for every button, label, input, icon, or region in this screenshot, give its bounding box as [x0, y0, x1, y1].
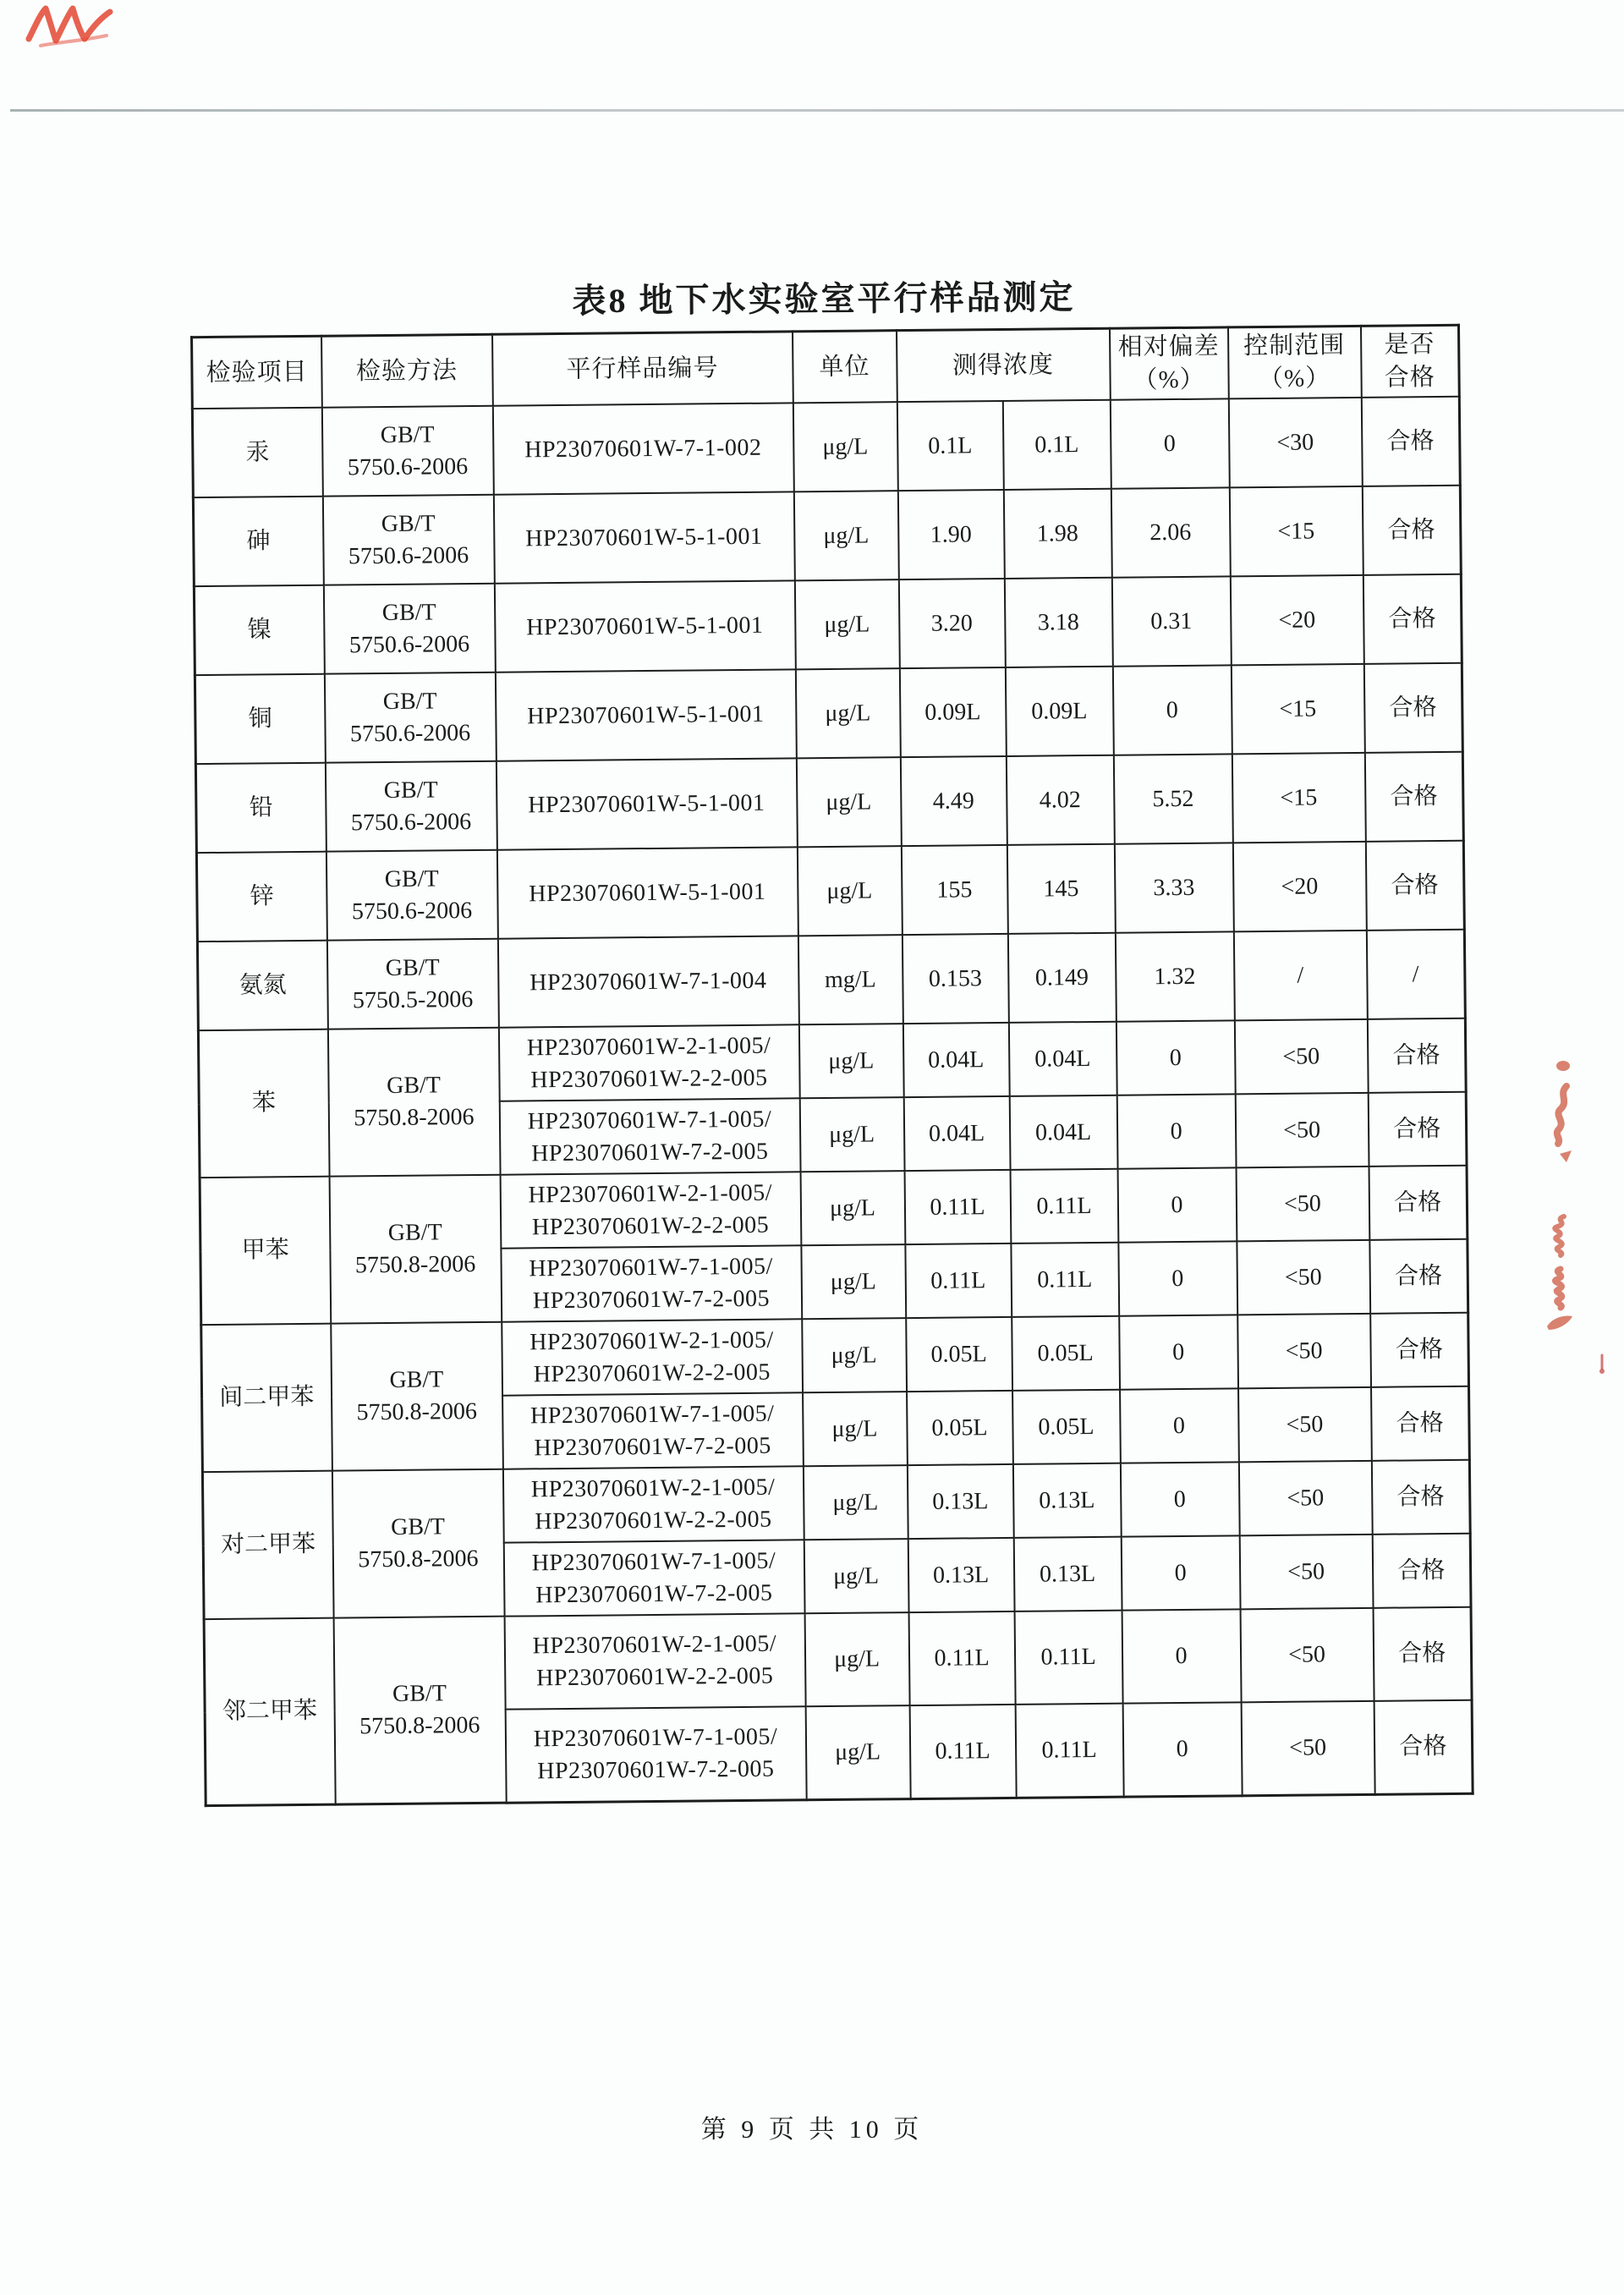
cell-deviation: 0: [1112, 666, 1232, 755]
cell-measured-1: 0.1L: [897, 401, 1003, 491]
cell-measured-1: 0.11L: [909, 1705, 1016, 1798]
cell-qualified: 合格: [1364, 752, 1463, 842]
cell-deviation: 2.06: [1111, 488, 1230, 578]
cell-measured-2: 0.05L: [1012, 1390, 1121, 1464]
cell-qualified: 合格: [1372, 1534, 1471, 1608]
cell-measured-2: 145: [1007, 844, 1115, 934]
cell-measured-2: 1.98: [1003, 489, 1111, 579]
cell-measured-2: 0.13L: [1013, 1537, 1122, 1611]
cell-sample-id: HP23070601W-7-1-004: [497, 936, 798, 1028]
cell-control-range: <50: [1237, 1314, 1371, 1389]
cell-qualified: 合格: [1370, 1313, 1469, 1387]
cell-test-item: 苯: [198, 1029, 329, 1178]
table-row: [200, 1166, 1468, 1251]
cell-measured-1: 0.11L: [908, 1611, 1015, 1705]
cell-qualified: 合格: [1369, 1239, 1468, 1314]
cell-deviation: 0: [1119, 1315, 1238, 1390]
cell-unit: μg/L: [803, 1392, 908, 1466]
cell-unit: μg/L: [804, 1612, 909, 1706]
cell-control-range: <15: [1229, 486, 1363, 577]
cell-sample-id: HP23070601W-2-1-005/ HP23070601W-2-2-005: [504, 1614, 805, 1710]
cell-unit: μg/L: [797, 846, 902, 936]
cell-measured-1: 0.05L: [906, 1317, 1012, 1392]
cell-sample-id: HP23070601W-2-1-005/ HP23070601W-2-2-005: [502, 1320, 803, 1396]
table-row: [202, 1460, 1470, 1546]
cell-qualified: 合格: [1371, 1460, 1470, 1535]
parallel-samples-table: [190, 324, 1474, 1807]
cell-deviation: 0: [1110, 399, 1229, 489]
cell-control-range: <50: [1237, 1240, 1370, 1315]
cell-sample-id: HP23070601W-7-1-005/ HP23070601W-7-2-005: [505, 1707, 806, 1803]
cell-test-item: 镍: [194, 585, 324, 675]
cell-measured-1: 0.04L: [903, 1023, 1009, 1097]
cell-test-item: 对二甲苯: [202, 1471, 333, 1619]
cell-unit: mg/L: [798, 935, 903, 1024]
table-row: [195, 663, 1462, 764]
page-title: 表8 地下水实验室平行样品测定: [572, 277, 1076, 321]
cell-test-item: 砷: [193, 497, 323, 586]
cell-test-method: GB/T 5750.6-2006: [326, 850, 497, 941]
cell-control-range: <50: [1236, 1167, 1369, 1242]
cell-deviation: 5.52: [1113, 755, 1232, 844]
cell-unit: μg/L: [801, 1244, 906, 1319]
cell-qualified: 合格: [1365, 841, 1464, 931]
cell-test-item: 间二甲苯: [201, 1324, 332, 1472]
header-control-range: 控制范围 （%）: [1228, 326, 1362, 398]
cell-qualified: 合格: [1361, 397, 1460, 486]
cell-qualified: 合格: [1367, 1018, 1466, 1093]
cell-deviation: 3.33: [1114, 843, 1233, 933]
cell-measured-1: 0.04L: [903, 1096, 1010, 1171]
cell-measured-2: 0.04L: [1009, 1095, 1117, 1170]
cell-control-range: /: [1233, 931, 1367, 1021]
cell-measured-2: 3.18: [1004, 578, 1112, 667]
red-ink-dot-right-icon: [1595, 1353, 1609, 1375]
cell-sample-id: HP23070601W-7-1-005/ HP23070601W-7-2-005: [503, 1540, 804, 1617]
cell-test-item: 铜: [195, 674, 325, 764]
cell-control-range: <50: [1238, 1461, 1372, 1536]
cell-deviation: 0: [1120, 1389, 1239, 1463]
cell-unit: μg/L: [802, 1318, 907, 1392]
cell-deviation: 0: [1122, 1610, 1241, 1704]
cell-qualified: 合格: [1368, 1092, 1467, 1167]
cell-deviation: 0: [1117, 1168, 1237, 1243]
cell-measured-1: 1.90: [897, 490, 1004, 579]
header-sample-id: 平行样品编号: [492, 332, 793, 406]
cell-test-item: 氨氮: [197, 941, 327, 1030]
cell-unit: μg/L: [796, 757, 901, 847]
cell-qualified: 合格: [1374, 1700, 1473, 1794]
cell-measured-2: 0.1L: [1002, 400, 1111, 490]
cell-sample-id: HP23070601W-5-1-001: [495, 670, 796, 761]
cell-test-method: GB/T 5750.8-2006: [327, 1028, 500, 1177]
cell-control-range: <15: [1232, 753, 1365, 843]
cell-measured-2: 0.04L: [1008, 1022, 1116, 1096]
cell-measured-2: 0.11L: [1015, 1704, 1123, 1798]
cell-test-method: GB/T 5750.8-2006: [332, 1469, 504, 1618]
cell-measured-1: 0.09L: [899, 667, 1006, 757]
table-wrap: [190, 324, 1472, 1807]
cell-test-method: GB/T 5750.8-2006: [333, 1617, 506, 1804]
cell-measured-2: 0.149: [1007, 933, 1116, 1023]
cell-test-item: 邻二甲苯: [204, 1618, 335, 1805]
cell-qualified: /: [1366, 930, 1465, 1019]
cell-test-method: GB/T 5750.6-2006: [321, 406, 493, 497]
cell-measured-2: 0.13L: [1012, 1463, 1121, 1538]
cell-sample-id: HP23070601W-5-1-001: [496, 759, 797, 850]
cell-sample-id: HP23070601W-7-1-005/ HP23070601W-7-2-005: [499, 1099, 800, 1175]
table-row: [204, 1607, 1472, 1712]
cell-control-range: <50: [1241, 1701, 1374, 1796]
cell-control-range: <20: [1232, 842, 1366, 932]
cell-deviation: 0: [1116, 1021, 1235, 1095]
cell-measured-1: 0.11L: [905, 1244, 1012, 1318]
red-ink-mark-right-upper-icon: [1538, 1057, 1582, 1172]
cell-deviation: 1.32: [1115, 932, 1234, 1022]
cell-unit: μg/L: [793, 402, 897, 491]
cell-measured-1: 0.13L: [907, 1464, 1013, 1539]
table-row: [195, 752, 1463, 853]
cell-measured-1: 155: [901, 845, 1007, 935]
cell-measured-1: 0.11L: [904, 1170, 1011, 1244]
cell-qualified: 合格: [1363, 663, 1462, 753]
cell-test-method: GB/T 5750.6-2006: [324, 673, 496, 763]
red-pen-mark-top-left-icon: [24, 2, 125, 54]
cell-measured-1: 0.153: [902, 934, 1008, 1024]
cell-sample-id: HP23070601W-5-1-001: [497, 848, 798, 939]
cell-control-range: <30: [1228, 398, 1362, 488]
cell-measured-1: 0.05L: [907, 1391, 1013, 1465]
cell-unit: μg/L: [800, 1171, 905, 1245]
cell-sample-id: HP23070601W-7-1-005/ HP23070601W-7-2-005: [501, 1246, 802, 1322]
cell-test-method: GB/T 5750.6-2006: [322, 495, 494, 585]
cell-test-item: 铅: [195, 763, 326, 853]
cell-measured-1: 4.49: [900, 756, 1007, 846]
table-row: [193, 486, 1461, 586]
table-row: [201, 1313, 1469, 1398]
cell-sample-id: HP23070601W-7-1-002: [492, 404, 793, 495]
page-footer: 第 9 页 共 10 页: [700, 2116, 924, 2144]
cell-test-method: GB/T 5750.8-2006: [331, 1322, 503, 1471]
cell-unit: μg/L: [798, 1024, 903, 1098]
cell-test-method: GB/T 5750.8-2006: [329, 1175, 502, 1324]
table-row: [192, 397, 1460, 497]
cell-control-range: <20: [1230, 575, 1363, 666]
cell-measured-2: 0.05L: [1012, 1316, 1120, 1391]
cell-unit: μg/L: [805, 1705, 910, 1799]
cell-unit: μg/L: [799, 1097, 904, 1172]
cell-control-range: <50: [1240, 1608, 1374, 1703]
cell-test-item: 汞: [192, 408, 322, 497]
header-relative-deviation: 相对偏差 （%）: [1110, 327, 1229, 400]
cell-qualified: 合格: [1373, 1607, 1472, 1701]
header-unit: 单位: [793, 331, 897, 404]
cell-measured-1: 0.13L: [908, 1538, 1014, 1612]
cell-qualified: 合格: [1362, 486, 1461, 575]
cell-deviation: 0.31: [1111, 577, 1231, 667]
cell-unit: μg/L: [803, 1465, 908, 1540]
cell-test-method: GB/T 5750.6-2006: [325, 761, 497, 852]
cell-test-method: GB/T 5750.5-2006: [326, 939, 498, 1029]
table-row: [198, 1018, 1466, 1104]
cell-sample-id: HP23070601W-2-1-005/ HP23070601W-2-2-005: [502, 1467, 804, 1543]
cell-control-range: <50: [1235, 1093, 1369, 1168]
table-header-row: [192, 325, 1460, 409]
cell-sample-id: HP23070601W-5-1-001: [494, 581, 795, 673]
cell-test-item: 甲苯: [200, 1177, 331, 1325]
cell-test-item: 锌: [196, 852, 326, 942]
header-item: 检验项目: [192, 336, 322, 409]
cell-test-method: GB/T 5750.6-2006: [323, 584, 495, 674]
cell-measured-1: 3.20: [898, 579, 1005, 668]
cell-control-range: <15: [1231, 664, 1364, 755]
table-body: [192, 397, 1473, 1805]
cell-sample-id: HP23070601W-7-1-005/ HP23070601W-7-2-005: [502, 1393, 804, 1469]
cell-control-range: <50: [1234, 1019, 1368, 1095]
table-row: [196, 841, 1464, 942]
cell-unit: μg/L: [794, 579, 899, 669]
header-method: 检验方法: [321, 334, 493, 408]
header-concentration: 测得浓度: [897, 328, 1111, 402]
header-qualified: 是否 合格: [1361, 325, 1460, 398]
cell-measured-2: 0.11L: [1010, 1169, 1118, 1244]
cell-control-range: <50: [1238, 1387, 1372, 1463]
cell-control-range: <50: [1239, 1535, 1373, 1610]
red-ink-mark-right-lower-icon: [1535, 1211, 1583, 1338]
cell-measured-2: 0.11L: [1011, 1243, 1119, 1317]
cell-qualified: 合格: [1369, 1166, 1468, 1240]
table-row: [197, 930, 1465, 1030]
cell-unit: μg/L: [793, 491, 898, 580]
cell-measured-2: 4.02: [1006, 755, 1114, 845]
cell-unit: μg/L: [795, 668, 900, 758]
cell-measured-2: 0.09L: [1005, 667, 1113, 756]
cell-deviation: 0: [1121, 1536, 1240, 1611]
table-row: [194, 574, 1462, 675]
cell-deviation: 0: [1122, 1703, 1242, 1797]
cell-sample-id: HP23070601W-5-1-001: [493, 492, 794, 584]
cell-qualified: 合格: [1371, 1386, 1470, 1461]
cell-measured-2: 0.11L: [1014, 1611, 1122, 1705]
cell-sample-id: HP23070601W-2-1-005/ HP23070601W-2-2-005: [500, 1172, 801, 1249]
cell-qualified: 合格: [1363, 574, 1462, 664]
cell-deviation: 0: [1118, 1242, 1237, 1316]
cell-unit: μg/L: [804, 1539, 908, 1613]
cell-deviation: 0: [1120, 1463, 1239, 1537]
cell-deviation: 0: [1116, 1095, 1236, 1169]
scan-edge-line: [10, 109, 1624, 112]
cell-sample-id: HP23070601W-2-1-005/ HP23070601W-2-2-005: [498, 1025, 799, 1101]
